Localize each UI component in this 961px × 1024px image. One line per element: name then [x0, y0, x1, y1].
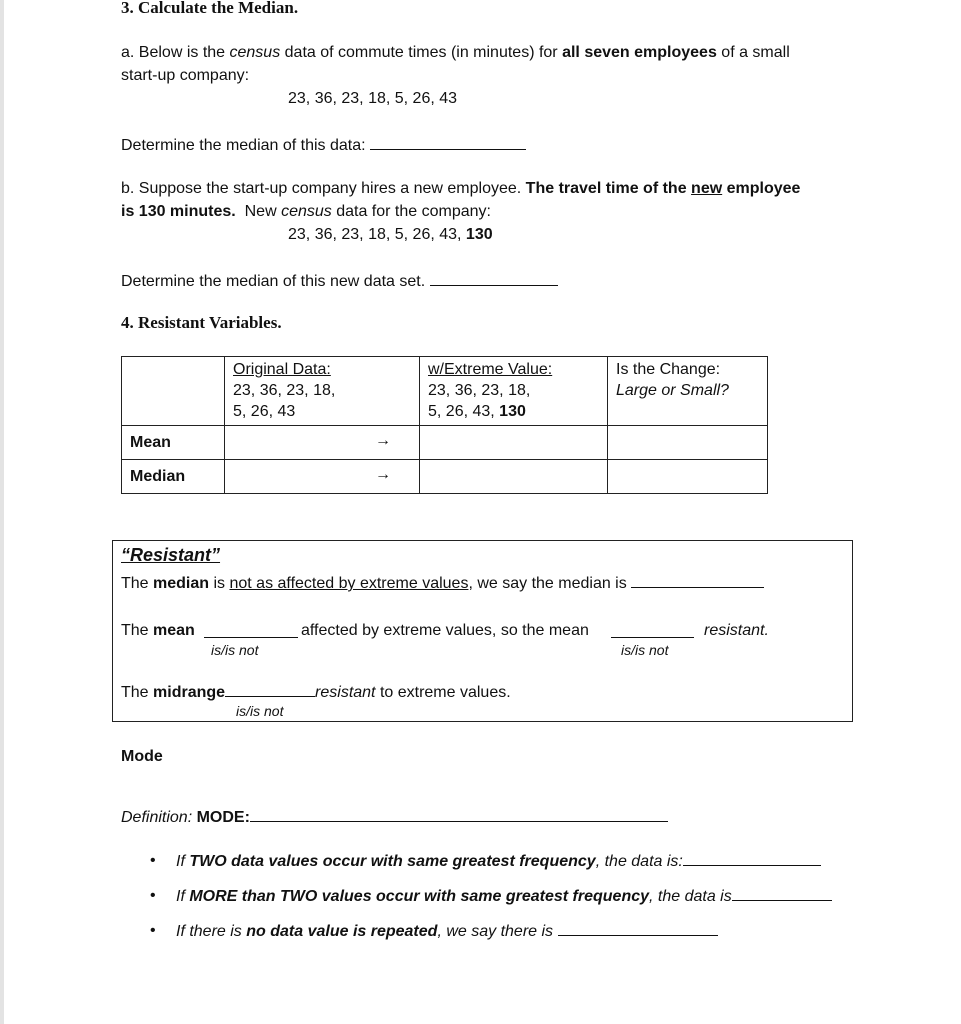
mode-bullet-list	[150, 850, 832, 955]
bullet-icon: •	[150, 852, 156, 869]
section-3-heading: 3. Calculate the Median.	[121, 0, 299, 17]
bullet-pre: If there is	[176, 923, 247, 940]
list-item	[150, 885, 832, 920]
change-options: Large or Small?	[616, 382, 729, 399]
bullet-bold: no data value is repeated	[246, 923, 438, 940]
part-a-census: census	[229, 44, 281, 61]
table-corner-cell	[122, 357, 225, 426]
midrange-line	[121, 681, 511, 703]
data-set-b-new-value: 130	[465, 226, 493, 243]
part-b-line2-mid: New	[235, 203, 282, 220]
original-title: Original Data:	[233, 361, 331, 378]
part-b-bold1: The travel time of the	[525, 180, 692, 197]
data-set-a: 23, 36, 23, 18, 5, 26, 43	[288, 90, 458, 107]
determine-b-label: Determine the median of this new data set.	[121, 273, 426, 290]
midrange-resistant: resistant	[315, 684, 376, 701]
part-b-new: new	[691, 180, 723, 197]
line1-median: median	[153, 575, 210, 592]
row-label-mean: Mean	[122, 426, 225, 460]
mean-original-cell[interactable]	[225, 426, 420, 460]
bullet-icon: •	[150, 887, 156, 904]
mode-heading: Mode	[121, 748, 163, 765]
answer-blank-median-resistant[interactable]	[631, 572, 764, 588]
answer-blank-mean-1[interactable]	[204, 622, 298, 638]
extreme-title: w/Extreme Value:	[428, 361, 553, 378]
mode-def-label: Definition:	[121, 809, 197, 826]
part-a-text	[121, 43, 790, 63]
original-line2: 5, 26, 43	[233, 403, 296, 420]
table-row	[122, 460, 768, 494]
data-set-b-values: 23, 36, 23, 18, 5, 26, 43,	[288, 226, 466, 243]
change-title: Is the Change:	[616, 361, 721, 378]
midrange-bold: midrange	[153, 684, 226, 701]
part-a-line2: start-up company:	[121, 67, 250, 84]
original-line1: 23, 36, 23, 18,	[233, 382, 336, 399]
arrow-right-icon: →	[375, 466, 391, 483]
line1-underlined: not as affected by extreme values	[229, 575, 469, 592]
data-set-b	[288, 225, 493, 245]
original-data-cell	[225, 357, 420, 426]
part-b-line2	[121, 202, 491, 222]
midrange-end: to extreme values.	[375, 684, 511, 701]
answer-blank-multimodal[interactable]	[732, 885, 832, 901]
extreme-value: 130	[499, 403, 526, 420]
part-b-prefix: b. Suppose the start-up company hires a new employee.	[121, 180, 526, 197]
section-4-heading: 4. Resistant Variables.	[121, 313, 282, 332]
part-b-census: census	[281, 203, 332, 220]
midrange-the: The	[121, 684, 154, 701]
bullet-post: , the data is	[649, 888, 732, 905]
answer-blank-mean-2[interactable]	[611, 622, 694, 638]
part-b-bold2: employee	[722, 180, 801, 197]
part-a-mid: data of commute times (in minutes) for	[280, 44, 563, 61]
bullet-post: , we say there is	[437, 923, 554, 940]
midrange-option: is/is not	[236, 703, 284, 719]
mean-option-1: is/is not	[211, 642, 259, 658]
determine-median-a	[121, 134, 526, 156]
part-b-line2-end: data for the company:	[331, 203, 491, 220]
mean-end-text: resistant.	[704, 622, 769, 639]
mean-bold: mean	[153, 622, 195, 639]
row-label-median: Median	[122, 460, 225, 494]
change-cell	[608, 357, 768, 426]
median-resistant-line	[121, 572, 764, 594]
answer-blank-bimodal[interactable]	[683, 850, 821, 866]
determine-median-b	[121, 270, 558, 292]
mean-mid-text: affected by extreme values, so the mean	[301, 622, 589, 639]
line1-end: , we say the median is	[468, 575, 627, 592]
mean-change-cell[interactable]	[608, 426, 768, 460]
part-a-end: of a small	[716, 44, 790, 61]
answer-blank-a[interactable]	[370, 134, 526, 150]
page-edge	[0, 0, 4, 1024]
median-original-cell[interactable]	[225, 460, 420, 494]
median-change-cell[interactable]	[608, 460, 768, 494]
bullet-bold: TWO data values occur with same greatest frequency	[189, 853, 596, 870]
table-header-row	[122, 357, 768, 426]
bullet-post: , the data is:	[595, 853, 683, 870]
answer-blank-mode-definition[interactable]	[250, 806, 668, 822]
part-a-prefix: a. Below is the	[121, 44, 230, 61]
answer-blank-b[interactable]	[430, 270, 558, 286]
extreme-line2: 5, 26, 43,	[428, 403, 500, 420]
bullet-bold: MORE than TWO values occur with same greatest frequency	[189, 888, 650, 905]
part-a-bold: all seven employees	[562, 44, 717, 61]
mode-def-bold: MODE:	[196, 809, 250, 826]
determine-a-label: Determine the median of this data:	[121, 137, 366, 154]
list-item	[150, 920, 832, 955]
bullet-icon: •	[150, 922, 156, 939]
mean-extreme-cell[interactable]	[420, 426, 608, 460]
resistant-title-text: “Resistant”	[121, 545, 221, 565]
line1-the: The	[121, 575, 154, 592]
arrow-right-icon: →	[375, 432, 391, 449]
extreme-line1: 23, 36, 23, 18,	[428, 382, 531, 399]
table-row	[122, 426, 768, 460]
resistant-title	[121, 544, 220, 566]
answer-blank-midrange[interactable]	[225, 681, 315, 697]
mode-definition	[121, 806, 668, 828]
resistant-table	[121, 356, 768, 494]
list-item	[150, 850, 832, 885]
mean-option-2: is/is not	[621, 642, 669, 658]
line1-is: is	[209, 575, 230, 592]
mean-line-label	[121, 621, 195, 641]
answer-blank-no-mode[interactable]	[558, 920, 718, 936]
bullet-pre: If	[176, 888, 190, 905]
part-b-line2-bold: is 130 minutes.	[121, 203, 236, 220]
extreme-data-cell	[420, 357, 608, 426]
mean-the: The	[121, 622, 154, 639]
bullet-pre: If	[176, 853, 190, 870]
part-b-text	[121, 179, 800, 199]
median-extreme-cell[interactable]	[420, 460, 608, 494]
